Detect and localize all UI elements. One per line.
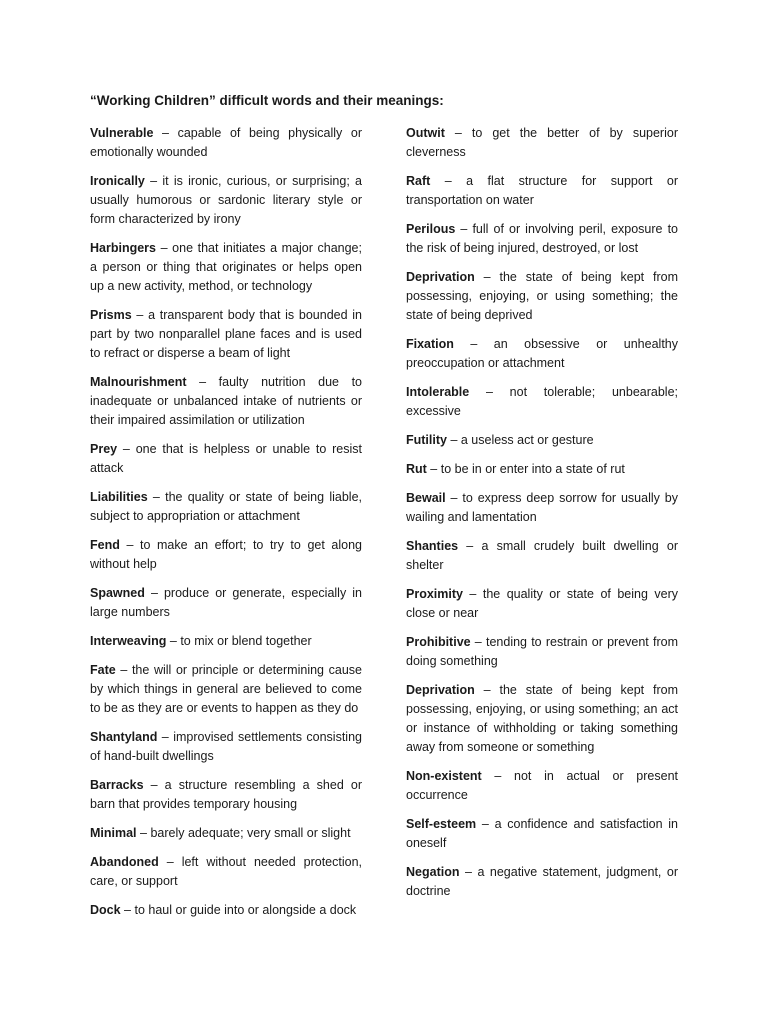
dash-separator: –: [426, 462, 441, 476]
glossary-entry: [90, 536, 362, 574]
glossary-entry: [90, 853, 362, 891]
glossary-term: Prey: [90, 442, 118, 456]
glossary-entry: [406, 537, 678, 575]
glossary-definition: barely adequate; very small or slight: [150, 826, 351, 840]
glossary-entry: [406, 681, 678, 757]
glossary-term: Vulnerable: [90, 126, 154, 140]
glossary-term: Barracks: [90, 778, 144, 792]
glossary-term: Intolerable: [406, 385, 470, 399]
glossary-term: Raft: [406, 174, 431, 188]
glossary-term: Self-esteem: [406, 817, 477, 831]
dash-separator: –: [446, 433, 461, 447]
dash-separator: –: [474, 270, 500, 284]
glossary-entry: [406, 431, 678, 450]
dash-separator: –: [186, 375, 219, 389]
dash-separator: –: [470, 635, 486, 649]
dash-separator: –: [444, 126, 472, 140]
dash-separator: –: [481, 769, 515, 783]
glossary-entry: [90, 776, 362, 814]
left-column: [90, 124, 362, 930]
glossary-entry: [406, 335, 678, 373]
glossary-entry: [406, 383, 678, 421]
glossary-term: Fate: [90, 663, 116, 677]
glossary-entry: [406, 124, 678, 162]
glossary-definition: the quality or state of being very close or near: [406, 587, 678, 620]
dash-separator: –: [459, 865, 478, 879]
glossary-entry: [406, 585, 678, 623]
glossary-definition: left without needed protection, care, or support: [90, 855, 363, 888]
dash-separator: –: [147, 490, 166, 504]
glossary-term: Deprivation: [406, 683, 475, 697]
glossary-definition: to get the better of by superior cleverness: [406, 126, 678, 159]
dash-separator: –: [120, 903, 135, 917]
glossary-entry: [90, 440, 362, 478]
dash-separator: –: [143, 778, 165, 792]
glossary-term: Dock: [90, 903, 121, 917]
glossary-term: Rut: [406, 462, 427, 476]
glossary-term: Shanties: [406, 539, 459, 553]
glossary-entry: [406, 220, 678, 258]
glossary-definition: the will or principle or determining cause by which things in general are believed to come to be as they are or events to happen as they do: [90, 663, 362, 715]
glossary-definition: one that is helpless or unable to resist attack: [90, 442, 362, 475]
dash-separator: –: [157, 730, 174, 744]
dash-separator: –: [153, 126, 178, 140]
glossary-definition: not in actual or present occurrence: [406, 769, 678, 802]
dash-separator: –: [474, 683, 500, 697]
page-title: “Working Children” difficult words and their meanings:: [90, 93, 444, 108]
glossary-term: Abandoned: [90, 855, 159, 869]
glossary-term: Minimal: [90, 826, 137, 840]
dash-separator: –: [131, 308, 149, 322]
glossary-term: Shantyland: [90, 730, 158, 744]
dash-separator: –: [462, 587, 483, 601]
glossary-term: Liabilities: [90, 490, 148, 504]
right-column: [406, 124, 678, 911]
glossary-term: Perilous: [406, 222, 456, 236]
glossary-definition: a confidence and satisfaction in oneself: [406, 817, 679, 850]
glossary-term: Bewail: [406, 491, 446, 505]
dash-separator: –: [158, 855, 182, 869]
glossary-entry: [90, 632, 362, 651]
dash-separator: –: [144, 586, 164, 600]
glossary-entry: [90, 124, 362, 162]
glossary-term: Harbingers: [90, 241, 156, 255]
dash-separator: –: [476, 817, 495, 831]
glossary-entry: [406, 815, 678, 853]
glossary-term: Malnourishment: [90, 375, 187, 389]
glossary-entry: [90, 488, 362, 526]
glossary-definition: full of or involving peril, exposure to the risk of being injured, destroyed, or lost: [406, 222, 678, 255]
glossary-term: Spawned: [90, 586, 145, 600]
glossary-term: Negation: [406, 865, 460, 879]
dash-separator: –: [453, 337, 494, 351]
glossary-definition: to haul or guide into or alongside a dock: [134, 903, 357, 917]
glossary-entry: [406, 633, 678, 671]
glossary-term: Prohibitive: [406, 635, 471, 649]
glossary-definition: a useless act or gesture: [460, 433, 594, 447]
glossary-definition: a small crudely built dwelling or shelter: [406, 539, 678, 572]
glossary-term: Futility: [406, 433, 447, 447]
dash-separator: –: [458, 539, 482, 553]
glossary-term: Interweaving: [90, 634, 167, 648]
dash-separator: –: [469, 385, 510, 399]
glossary-definition: a structure resembling a shed or barn that provides temporary housing: [90, 778, 362, 811]
glossary-term: Proximity: [406, 587, 463, 601]
glossary-definition: an obsessive or unhealthy preoccupation or attachment: [406, 337, 678, 370]
glossary-term: Fend: [90, 538, 120, 552]
glossary-term: Fixation: [406, 337, 454, 351]
glossary-definition: a negative statement, judgment, or doctrine: [406, 865, 678, 898]
glossary-entry: [406, 489, 678, 527]
glossary-definition: capable of being physically or emotionally wounded: [90, 126, 362, 159]
glossary-entry: [90, 306, 362, 363]
glossary-entry: [90, 728, 362, 766]
glossary-definition: produce or generate, especially in large numbers: [90, 586, 362, 619]
dash-separator: –: [119, 538, 140, 552]
glossary-definition: tending to restrain or prevent from doing something: [406, 635, 678, 668]
glossary-definition: a transparent body that is bounded in part by two nonparallel plane faces and is used to refract or disperse a beam of light: [90, 308, 362, 360]
glossary-entry: [90, 172, 362, 229]
glossary-term: Prisms: [90, 308, 132, 322]
glossary-entry: [90, 824, 362, 843]
glossary-definition: to mix or blend together: [180, 634, 312, 648]
glossary-definition: improvised settlements consisting of hand-built dwellings: [90, 730, 362, 763]
dash-separator: –: [455, 222, 473, 236]
glossary-term: Non-existent: [406, 769, 482, 783]
glossary-entry: [90, 901, 362, 920]
dash-separator: –: [166, 634, 181, 648]
glossary-definition: the quality or state of being liable, subject to appropriation or attachment: [90, 490, 362, 523]
glossary-entry: [406, 460, 678, 479]
glossary-entry: [406, 172, 678, 210]
glossary-definition: to make an effort; to try to get along without help: [90, 538, 362, 571]
glossary-definition: faulty nutrition due to inadequate or unbalanced intake of nutrients or their impaired assimilation or utilization: [90, 375, 363, 427]
dash-separator: –: [156, 241, 173, 255]
glossary-definition: a flat structure for support or transportation on water: [406, 174, 679, 207]
glossary-entry: [406, 268, 678, 325]
glossary-definition: the state of being kept from possessing, enjoying, or using something; an act or instance of withholding or taking something away from someone or something: [406, 683, 678, 754]
glossary-definition: the state of being kept from possessing, enjoying, or using something; the state of being deprived: [406, 270, 678, 322]
dash-separator: –: [445, 491, 463, 505]
glossary-definition: it is ironic, curious, or surprising; a usually humorous or sardonic literary style or form characterized by irony: [90, 174, 362, 226]
glossary-entry: [90, 373, 362, 430]
dash-separator: –: [144, 174, 163, 188]
glossary-entry: [406, 863, 678, 901]
glossary-entry: [90, 661, 362, 718]
dash-separator: –: [117, 442, 136, 456]
dash-separator: –: [136, 826, 151, 840]
glossary-definition: to be in or enter into a state of rut: [440, 462, 625, 476]
glossary-term: Ironically: [90, 174, 145, 188]
dash-separator: –: [115, 663, 132, 677]
glossary-definition: one that initiates a major change; a person or thing that originates or helps open up a new activity, method, or technology: [90, 241, 362, 293]
glossary-entry: [406, 767, 678, 805]
dash-separator: –: [430, 174, 467, 188]
glossary-term: Outwit: [406, 126, 445, 140]
glossary-definition: to express deep sorrow for usually by wailing and lamentation: [406, 491, 678, 524]
glossary-entry: [90, 584, 362, 622]
glossary-term: Deprivation: [406, 270, 475, 284]
glossary-definition: not tolerable; unbearable; excessive: [406, 385, 678, 418]
glossary-entry: [90, 239, 362, 296]
